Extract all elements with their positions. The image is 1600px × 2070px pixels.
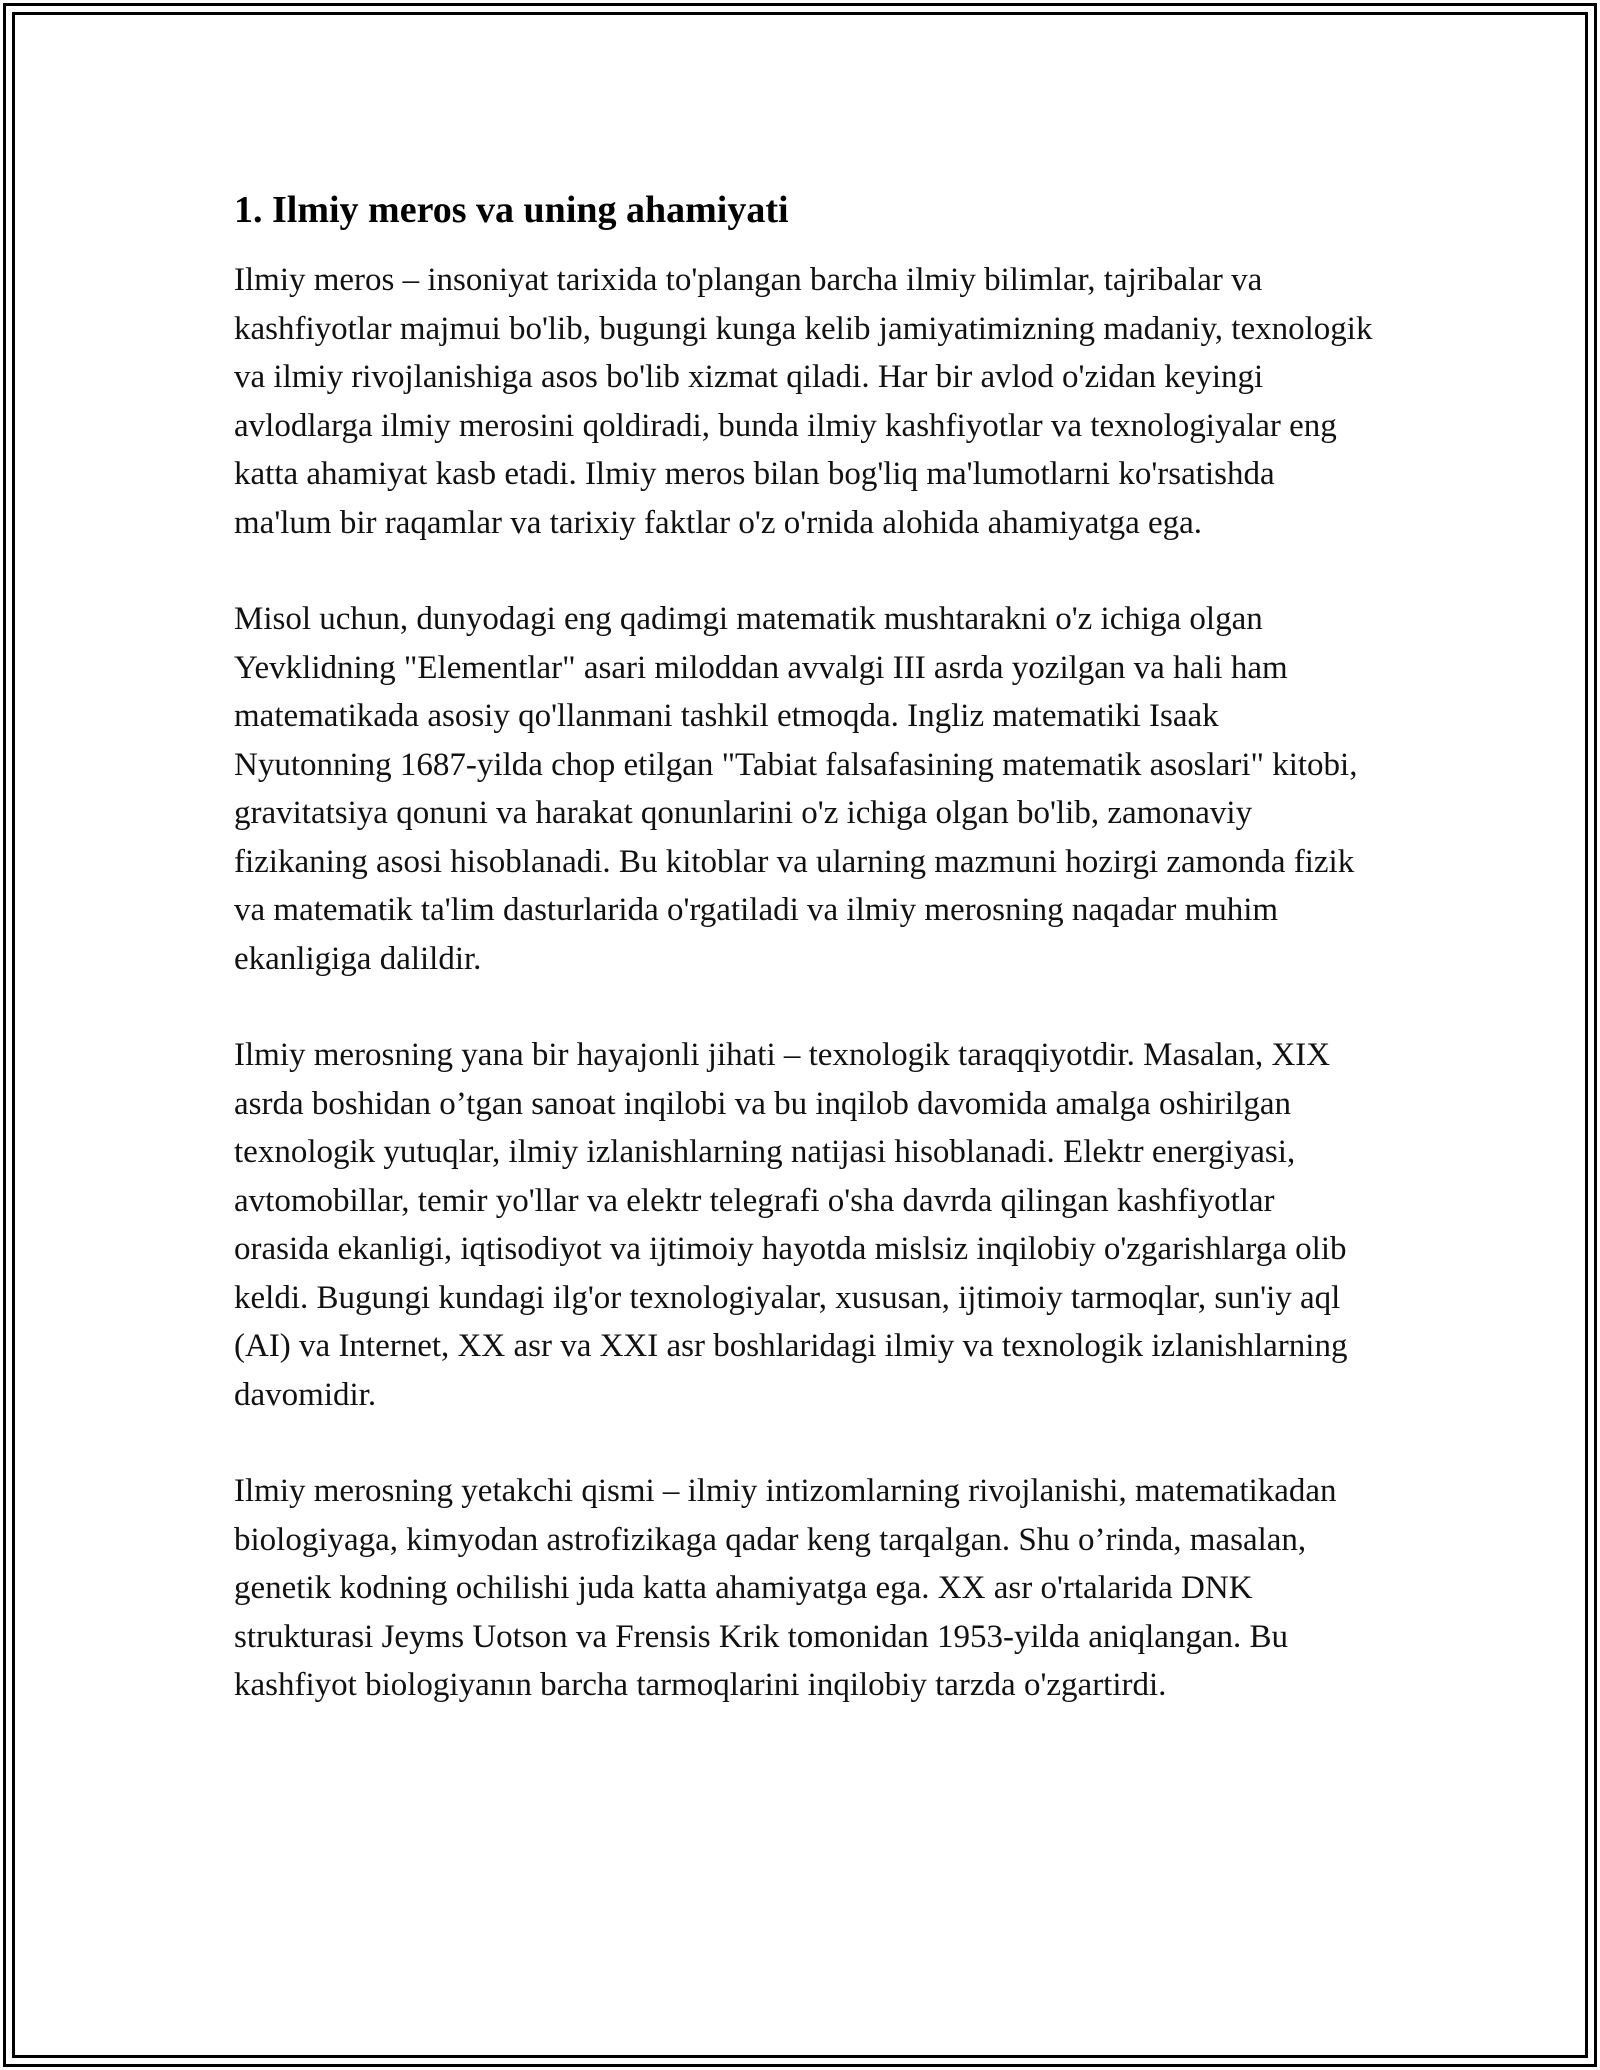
document-body xyxy=(234,186,1374,1710)
paragraph-4: Ilmiy merosning yetakchi qismi – ilmiy intizomlarning rivojlanishi, matematikadan biologiyaga, kimyodan astrofizikaga qadar keng tarqalgan. Shu o’rinda, masalan, genetik kodning ochilishi juda katta ahamiyatga ega. XX asr o'rtalarida DNK strukturasi Jeyms Uotson va Frensis Krik tomonidan 1953-yilda aniqlangan. Bu kashfiyot biologiyanın barcha tarmoqlarini inqilobiy tarzda o'zgartirdi. xyxy=(234,1473,1337,1703)
paragraph-2: Misol uchun, dunyodagi eng qadimgi matematik mushtarakni o'z ichiga olgan Yevklidning "Elementlar" asari miloddan avvalgi III asrda yozilgan va hali ham matematikada asosiy qo'llanmani tashkil etmoqda. Ingliz matematiki Isaak Nyutonning 1687-yilda chop etilgan "Tabiat falsafasining matematik asoslari" kitobi, gravitatsiya qonuni va harakat qonunlarini o'z ichiga olgan bo'lib, zamonaviy fizikaning asosi hisoblanadi. Bu kitoblar va ularning mazmuni hozirgi zamonda fizik va matematik ta'lim dasturlarida o'rgatiladi va ilmiy merosning naqadar muhim ekanligiga dalildir. xyxy=(234,601,1358,977)
paragraph-1: Ilmiy meros – insoniyat tarixida to'plangan barcha ilmiy bilimlar, tajribalar va kashfiyotlar majmui bo'lib, bugungi kunga kelib jamiyatimizning madaniy, texnologik va ilmiy rivojlanishiga asos bo'lib xizmat qiladi. Har bir avlod o'zidan keyingi avlodlarga ilmiy merosini qoldiradi, bunda ilmiy kashfiyotlar va texnologiyalar eng katta ahamiyat kasb etadi. Ilmiy meros bilan bog'liq ma'lumotlarni ko'rsatishda ma'lum bir raqamlar va tarixiy faktlar o'z o'rnida alohida ahamiyatga ega. xyxy=(234,262,1373,541)
paragraph-3: Ilmiy merosning yana bir hayajonli jihati – texnologik taraqqiyotdir. Masalan, XIX asrda boshidan o’tgan sanoat inqilobi va bu inqilob davomida amalga oshirilgan texnologik yutuqlar, ilmiy izlanishlarning natijasi hisoblanadi. Elektr energiyasi, avtomobillar, temir yo'llar va elektr telegrafi o'sha davrda qilingan kashfiyotlar orasida ekanligi, iqtisodiyot va ijtimoiy hayotda mislsiz inqilobiy o'zgarishlarga olib keldi. Bugungi kundagi ilg'or texnologiyalar, xususan, ijtimoiy tarmoqlar, sun'iy aql (AI) va Internet, XX asr va XXI asr boshlaridagi ilmiy va texnologik izlanishlarning davomidir. xyxy=(234,1037,1348,1413)
section-heading: 1. Ilmiy meros va uning ahamiyati xyxy=(234,189,789,231)
